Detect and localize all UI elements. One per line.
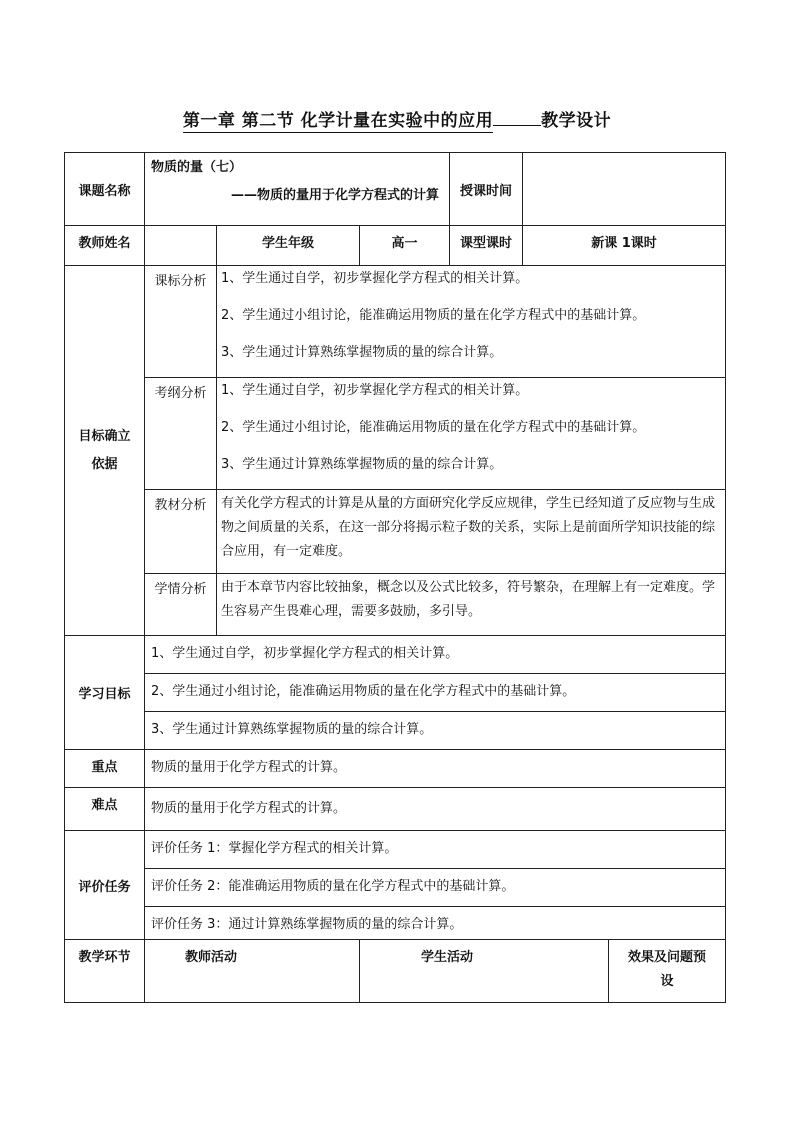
stage-header: 教学环节: [65, 940, 145, 1003]
basis-label-line1: 目标确立: [78, 428, 131, 444]
evaluation-item: 评价任务 3：通过计算熟练掌握物质的量的综合计算。: [145, 907, 726, 940]
topic-label: 课题名称: [65, 153, 145, 226]
title-blank: [493, 125, 541, 126]
textbook-text: 有关化学方程式的计算是从量的方面研究化学反应规律，学生已经知道了反应物与生成物之间质量的关系，在这一部分将揭示粒子数的关系，实际上是前面所学知识技能的综合应用，有一定难度。: [221, 496, 716, 559]
evaluation-row: [65, 907, 726, 940]
title-prefix: 第一章 第二节 化学计量在实验中的应用: [183, 106, 493, 133]
difficulty-row: [65, 788, 726, 831]
evaluation-row: [65, 831, 726, 869]
teacher-activity-header: 教师活动: [145, 940, 360, 1003]
exam-item: 2、学生通过小组讨论，能准确运用物质的量在化学方程式中的基础计算。: [221, 420, 646, 435]
basis-label-line2: 依据: [91, 456, 118, 472]
evaluation-item: 评价任务 1：掌握化学方程式的相关计算。: [145, 831, 726, 869]
teacher-value: [145, 226, 217, 266]
type-value: 新课 1课时: [523, 226, 726, 266]
grade-label: 学生年级: [217, 226, 360, 266]
curriculum-item: 1、学生通过自学，初步掌握化学方程式的相关计算。: [221, 271, 529, 286]
process-header-row: [65, 940, 726, 1003]
evaluation-row: [65, 869, 726, 907]
type-label: 课型课时: [450, 226, 523, 266]
difficulty-label: 难点: [65, 788, 145, 831]
textbook-label: 教材分析: [145, 490, 217, 574]
topic-row: [65, 153, 726, 226]
exam-row: [65, 378, 726, 490]
key-point-text: 物质的量用于化学方程式的计算。: [145, 750, 726, 788]
evaluation-label: 评价任务: [65, 831, 145, 940]
student-label: 学情分析: [145, 574, 217, 636]
key-point-label: 重点: [65, 750, 145, 788]
evaluation-item: 评价任务 2：能准确运用物质的量在化学方程式中的基础计算。: [145, 869, 726, 907]
exam-content: [217, 378, 726, 490]
objective-row: [65, 636, 726, 674]
teacher-label: 教师姓名: [65, 226, 145, 266]
curriculum-item: 2、学生通过小组讨论，能准确运用物质的量在化学方程式中的基础计算。: [221, 308, 646, 323]
exam-item: 3、学生通过计算熟练掌握物质的量的综合计算。: [221, 457, 503, 472]
time-label: 授课时间: [450, 153, 523, 226]
textbook-row: [65, 490, 726, 574]
student-text: 由于本章节内容比较抽象，概念以及公式比较多，符号繁杂，在理解上有一定难度。学生容易产生畏难心理，需要多鼓励，多引导。: [221, 580, 716, 619]
lesson-plan-table: [64, 152, 726, 1003]
curriculum-row: [65, 266, 726, 378]
student-content: [217, 574, 726, 636]
objective-item: 1、学生通过自学，初步掌握化学方程式的相关计算。: [145, 636, 726, 674]
effect-header-line1: 效果及问题预: [628, 950, 707, 965]
curriculum-item: 3、学生通过计算熟练掌握物质的量的综合计算。: [221, 345, 503, 360]
basis-label: [65, 266, 145, 636]
effect-header: [609, 940, 726, 1003]
topic-line2: ——物质的量用于化学方程式的计算: [231, 188, 440, 203]
exam-label: 考纲分析: [145, 378, 217, 490]
difficulty-text: 物质的量用于化学方程式的计算。: [145, 788, 726, 831]
time-value: [523, 153, 726, 226]
objective-item: 3、学生通过计算熟练掌握物质的量的综合计算。: [145, 712, 726, 750]
grade-value: 高一: [360, 226, 450, 266]
student-activity-header: 学生活动: [360, 940, 609, 1003]
document-title: [0, 106, 794, 133]
topic-cell: [145, 153, 450, 226]
effect-header-line2: 设: [660, 974, 674, 989]
textbook-content: [217, 490, 726, 574]
student-row: [65, 574, 726, 636]
curriculum-label: 课标分析: [145, 266, 217, 378]
curriculum-content: [217, 266, 726, 378]
key-point-row: [65, 750, 726, 788]
objective-item: 2、学生通过小组讨论，能准确运用物质的量在化学方程式中的基础计算。: [145, 674, 726, 712]
teacher-row: [65, 226, 726, 266]
objective-row: [65, 674, 726, 712]
objective-row: [65, 712, 726, 750]
topic-line1: 物质的量（七）: [151, 160, 243, 175]
title-suffix: 教学设计: [541, 111, 612, 131]
exam-item: 1、学生通过自学，初步掌握化学方程式的相关计算。: [221, 383, 529, 398]
objectives-label: 学习目标: [65, 636, 145, 750]
